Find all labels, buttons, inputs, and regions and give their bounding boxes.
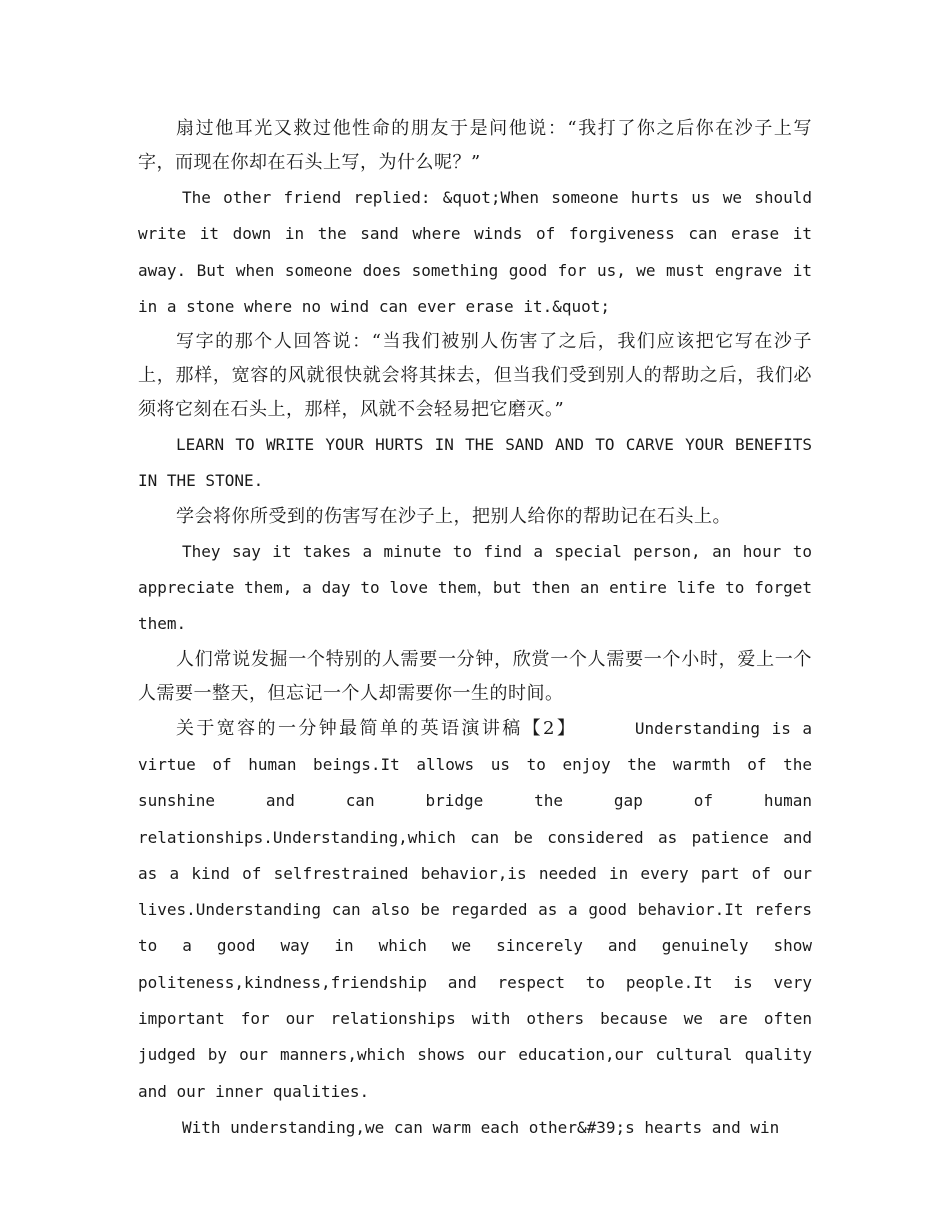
paragraph-motto-en: LEARN TO WRITE YOUR HURTS IN THE SAND AND TO CARVE YOUR BENEFITS IN THE STONE. [138,435,812,491]
paragraph-special-person-zh: 人们常说发掘一个特别的人需要一分钟，欣赏一个人需要一个小时，爱上一个人需要一整天，但忘记一个人却需要你一生的时间。 [138,648,812,704]
paragraph-speech-understanding [138,711,812,1110]
paragraph-motto-zh: 学会将你所受到的伤害写在沙子上，把别人给你的帮助记在石头上。 [176,505,731,527]
document-body [138,112,812,1146]
speech-body: Understanding is a virtue of human beings.It allows us to enjoy the warmth of the sunshine and can bridge the gap of human relationships.Understanding,which can be considered as patience and as a kind of selfrestrained behavior,is needed in every part of our lives.Understanding can also be regarded as a good behavior.It refers to a good way in which we sincerely and genuinely show politeness,kindness,friendship and respect to people.It is very important for our relationships with others because we are often judged by our manners,which shows our education,our cultural quality and our inner qualities. [138,718,812,1101]
paragraph-friend-reply-en: The other friend replied: &quot;When someone hurts us we should write it down in the sand where winds of forgiveness can erase it away. But when someone does something good for us, we must engrave it in a stone where no wind can ever erase it.&quot; [138,188,812,316]
paragraph-friend-question: 扇过他耳光又救过他性命的朋友于是问他说：“我打了你之后你在沙子上写字，而现在你却在石头上写，为什么呢？” [138,118,812,173]
paragraph-warm-hearts: With understanding,we can warm each other&#39;s hearts and win [182,1117,780,1137]
paragraph-friend-reply-zh: 写字的那个人回答说：“当我们被别人伤害了之后，我们应该把它写在沙子上，那样，宽容的风就很快就会将其抹去，但当我们受到别人的帮助之后，我们必须将它刻在石头上，那样，风就不会轻易把它磨灭。” [138,331,812,421]
paragraph-special-person-en: They say it takes a minute to find a special person, an hour to appreciate them, a day to love them，but then an entire life to forget them. [138,541,812,634]
speech-heading: 关于宽容的一分钟最简单的英语演讲稿【2】 [176,717,578,739]
